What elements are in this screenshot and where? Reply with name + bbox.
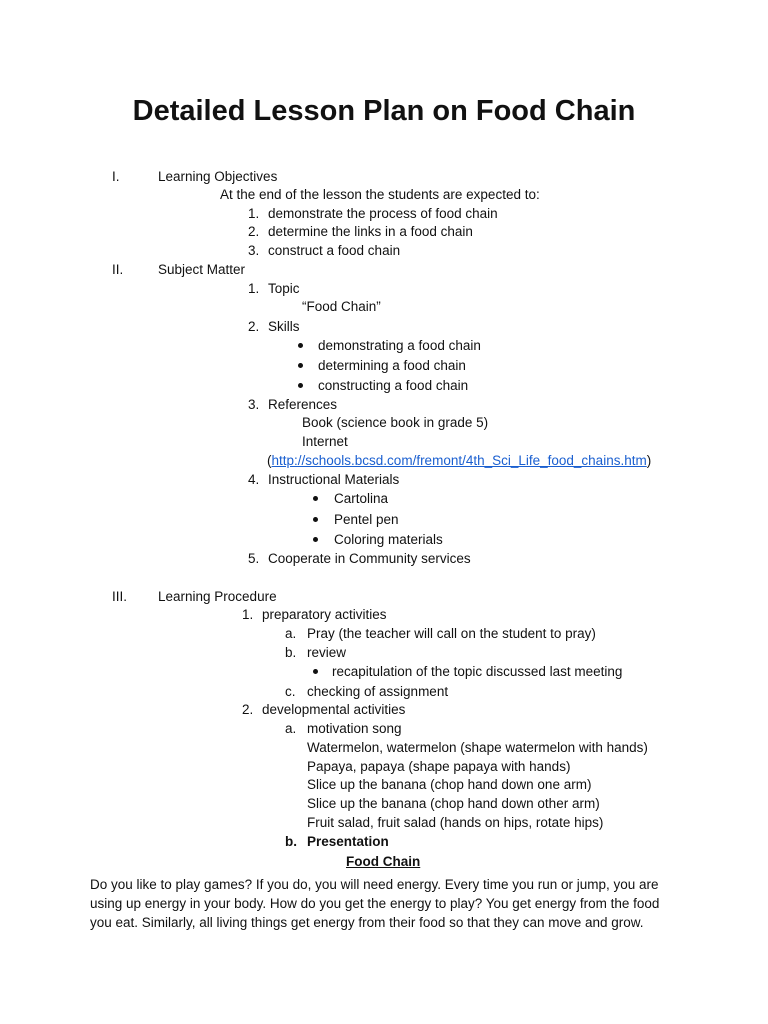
bullet-icon <box>298 363 303 368</box>
material-item: Coloring materials <box>334 532 443 547</box>
preparatory-b-letter: b. <box>285 645 297 660</box>
bullet-icon <box>298 343 303 348</box>
bullet-icon <box>313 669 318 674</box>
objective-item: demonstrate the process of food chain <box>268 206 498 221</box>
material-item: Pentel pen <box>334 512 399 527</box>
preparatory-number: 1. <box>242 607 254 622</box>
developmental-a-letter: a. <box>285 721 297 736</box>
skill-item: determining a food chain <box>318 358 466 373</box>
materials-number: 4. <box>248 472 260 487</box>
developmental-label: developmental activities <box>262 702 406 717</box>
skills-label: Skills <box>268 319 300 334</box>
developmental-number: 2. <box>242 702 254 717</box>
section-heading-procedure: Learning Procedure <box>158 589 277 604</box>
food-chain-heading: Food Chain <box>346 854 421 869</box>
preparatory-a-letter: a. <box>285 626 297 641</box>
objective-number: 3. <box>248 243 260 258</box>
skills-number: 2. <box>248 319 260 334</box>
preparatory-a-text: Pray (the teacher will call on the student to pray) <box>307 626 596 641</box>
song-line: Slice up the banana (chop hand down one arm) <box>307 777 592 792</box>
preparatory-c-letter: c. <box>285 684 296 699</box>
open-paren: ( <box>267 453 272 468</box>
references-label: References <box>268 397 338 412</box>
section-numeral-i: I. <box>112 169 120 184</box>
developmental-a-text: motivation song <box>307 721 402 736</box>
section-numeral-iii: III. <box>112 589 128 604</box>
materials-label: Instructional Materials <box>268 472 400 487</box>
preparatory-b-text: review <box>307 645 347 660</box>
song-line: Fruit salad, fruit salad (hands on hips, rotate hips) <box>307 815 604 830</box>
reference-internet: Internet <box>302 434 348 449</box>
intro-paragraph: Do you like to play games? If you do, you will need energy. Every time you run or jump, you are using up energy in your body. How do you get the energy to play? You get energy from the food you eat. Similarly, all living things get energy from their food so that they can move and grow. <box>90 877 660 930</box>
section-heading-subject-matter: Subject Matter <box>158 262 246 277</box>
section-heading-objectives: Learning Objectives <box>158 169 278 184</box>
bullet-icon <box>313 517 318 522</box>
objective-number: 2. <box>248 224 260 239</box>
song-line: Slice up the banana (chop hand down other arm) <box>307 796 600 811</box>
bullet-icon <box>313 537 318 542</box>
page-title: Detailed Lesson Plan on Food Chain <box>132 95 636 127</box>
skill-item: constructing a food chain <box>318 378 469 393</box>
reference-url-link[interactable]: http://schools.bcsd.com/fremont/4th_Sci_Life_food_chains.htm <box>271 453 647 468</box>
cooperate-number: 5. <box>248 551 260 566</box>
reference-book: Book (science book in grade 5) <box>302 415 489 430</box>
developmental-b-letter: b. <box>285 834 297 849</box>
topic-number: 1. <box>248 281 260 296</box>
preparatory-c-text: checking of assignment <box>307 684 449 699</box>
bullet-icon <box>298 383 303 388</box>
objective-item: construct a food chain <box>268 243 401 258</box>
section-numeral-ii: II. <box>112 262 124 277</box>
close-paren: ) <box>646 453 652 468</box>
skill-item: demonstrating a food chain <box>318 338 481 353</box>
objectives-intro: At the end of the lesson the students are expected to: <box>220 187 540 202</box>
references-number: 3. <box>248 397 260 412</box>
preparatory-label: preparatory activities <box>262 607 387 622</box>
bullet-icon <box>313 496 318 501</box>
objective-item: determine the links in a food chain <box>268 224 473 239</box>
material-item: Cartolina <box>334 491 389 506</box>
objective-number: 1. <box>248 206 260 221</box>
song-line: Papaya, papaya (shape papaya with hands) <box>307 759 571 774</box>
song-line: Watermelon, watermelon (shape watermelon with hands) <box>307 740 648 755</box>
presentation-label: Presentation <box>307 834 389 849</box>
cooperate-label: Cooperate in Community services <box>268 551 471 566</box>
reference-url-line <box>267 452 651 470</box>
topic-value: “Food Chain” <box>302 299 381 314</box>
review-bullet-item: recapitulation of the topic discussed last meeting <box>332 664 623 679</box>
topic-label: Topic <box>268 281 300 296</box>
